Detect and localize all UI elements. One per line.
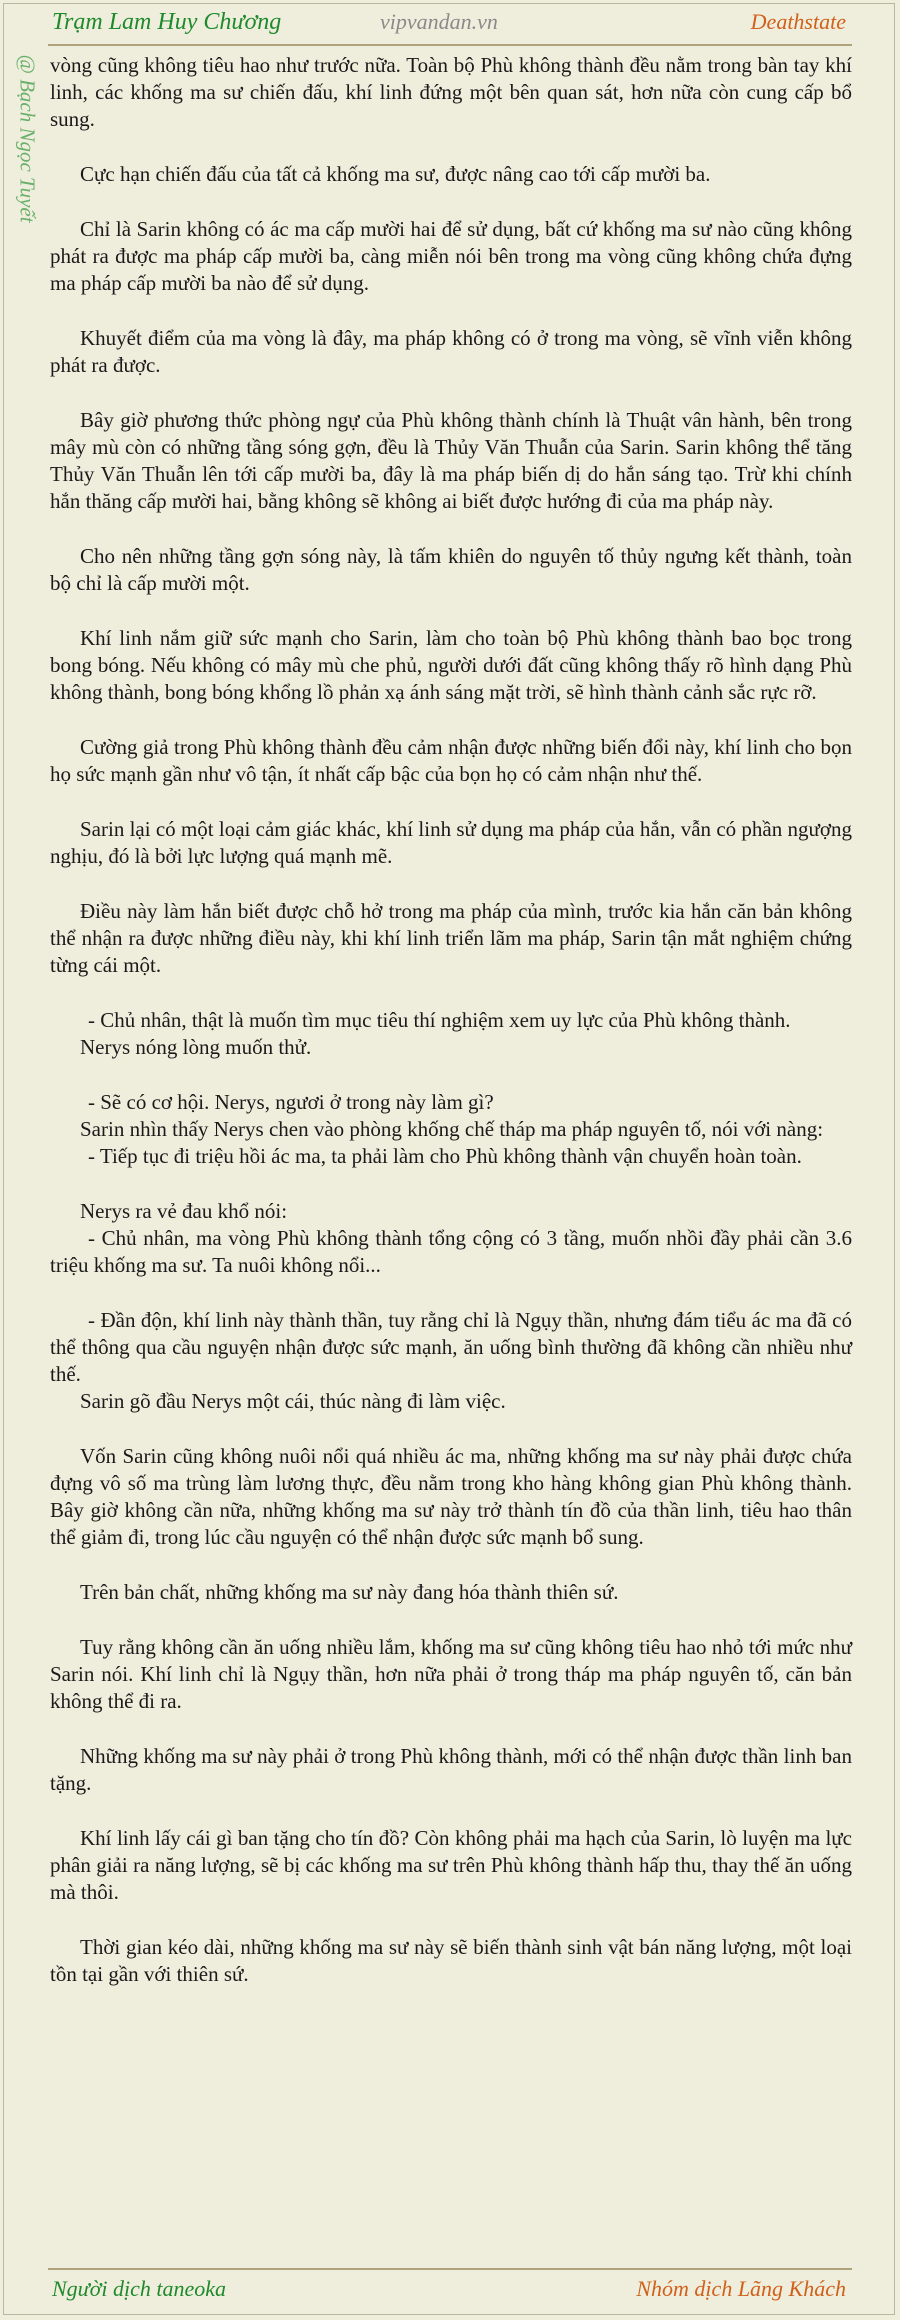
chapter-text [50,52,852,1988]
paragraph: Vốn Sarin cũng không nuôi nổi quá nhiều ác ma, những khống ma sư này phải được chứa đựng vô số ma trùng làm lương thực, đều nằm trong kho hàng không gian Phù không thành. Bây giờ không cần nữa, những khống ma sư này trở thành tín đồ của thần linh, tiêu hao thân thể giảm đi, trong lúc cầu nguyện có thể nhận được sức mạnh bổ sung. [50,1444,852,1549]
footer-group: Nhóm dịch Lãng Khách [636,2276,846,2301]
dialogue-line: - Chủ nhân, ma vòng Phù không thành tổng cộng có 3 tầng, muốn nhồi đầy phải cần 3.6 triệu khống ma sư. Ta nuôi không nổi... [50,1226,852,1277]
paragraph: Khí linh lấy cái gì ban tặng cho tín đồ? Còn không phải ma hạch của Sarin, lò luyện ma lực phân giải ra năng lượng, sẽ bị các khống ma sư trên Phù không thành hấp thu, thay thế ăn uống mà thôi. [50,1826,852,1904]
header-book-title: Deathstate [750,9,846,34]
paragraph: Sarin lại có một loại cảm giác khác, khí linh sử dụng ma pháp của hắn, vẫn có phần ngượng nghịu, đó là bởi lực lượng quá mạnh mẽ. [50,817,852,868]
side-watermark [12,52,40,262]
paragraph: Cho nên những tầng gợn sóng này, là tấm khiên do nguyên tố thủy ngưng kết thành, toàn bộ chỉ là cấp mười một. [50,544,852,595]
paragraph: vòng cũng không tiêu hao như trước nữa. Toàn bộ Phù không thành đều nằm trong bàn tay khí linh, các khống ma sư chiến đấu, khí linh đứng một bên quan sát, hơn nữa còn cung cấp bổ sung. [50,53,852,131]
paragraph: Những khống ma sư này phải ở trong Phù không thành, mới có thể nhận được thần linh ban tặng. [50,1744,852,1795]
footer-translator: Người dịch taneoka [52,2276,227,2301]
page-header [0,0,900,46]
dialogue-line: - Chủ nhân, thật là muốn tìm mục tiêu thí nghiệm xem uy lực của Phù không thành. [88,1008,791,1032]
paragraph: Cực hạn chiến đấu của tất cả khống ma sư, được nâng cao tới cấp mười ba. [80,162,711,186]
dialogue-line: - Tiếp tục đi triệu hồi ác ma, ta phải làm cho Phù không thành vận chuyển hoàn toàn. [88,1144,802,1168]
side-watermark-text: @ Bạch Ngọc Tuyết [15,54,40,223]
paragraph: Sarin gõ đầu Nerys một cái, thúc nàng đi làm việc. [80,1389,506,1413]
header-rule [48,44,852,46]
paragraph: Khuyết điểm của ma vòng là đây, ma pháp không có ở trong ma vòng, sẽ vĩnh viễn không phát ra được. [50,326,852,377]
header-site-name: Trạm Lam Huy Chương [52,9,282,35]
dialogue-line: - Sẽ có cơ hội. Nerys, ngươi ở trong này làm gì? [88,1090,494,1114]
paragraph: Khí linh nắm giữ sức mạnh cho Sarin, làm cho toàn bộ Phù không thành bao bọc trong bong bóng. Nếu không có mây mù che phủ, người dưới đất cũng không thấy rõ hình dạng Phù không thành, bong bóng khổng lồ phản xạ ánh sáng mặt trời, sẽ hình thành cảnh sắc rực rỡ. [50,626,852,704]
paragraph: Nerys ra vẻ đau khổ nói: [80,1199,288,1223]
dialogue-line: - Đần độn, khí linh này thành thần, tuy rằng chỉ là Ngụy thần, nhưng đám tiểu ác ma đã có thể thông qua cầu nguyện nhận được sức mạnh, ăn uống bình thường đã không cần nhiều như thế. [50,1308,852,1386]
footer-rule [48,2268,852,2270]
paragraph: Cường giả trong Phù không thành đều cảm nhận được những biến đổi này, khí linh cho bọn họ sức mạnh gần như vô tận, ít nhất cấp bậc của bọn họ có cảm nhận như thế. [50,735,852,786]
paragraph: Chỉ là Sarin không có ác ma cấp mười hai để sử dụng, bất cứ khống ma sư nào cũng không phát ra được ma pháp cấp mười ba, càng miễn nói bên trong ma vòng cũng không chứa đựng ma pháp cấp mười ba nào để sử dụng. [50,217,852,295]
paragraph: Điều này làm hắn biết được chỗ hở trong ma pháp của mình, trước kia hắn căn bản không thể nhận ra được những điều này, khi khí linh triển lãm ma pháp, Sarin tận mắt nghiệm chứng từng cái một. [50,899,852,977]
paragraph: Nerys nóng lòng muốn thử. [80,1035,312,1059]
paragraph: Trên bản chất, những khống ma sư này đang hóa thành thiên sứ. [80,1580,619,1604]
paragraph: Thời gian kéo dài, những khống ma sư này sẽ biến thành sinh vật bán năng lượng, một loại tồn tại gần với thiên sứ. [50,1935,852,1986]
header-url: vipvandan.vn [380,9,498,34]
paragraph: Tuy rằng không cần ăn uống nhiều lắm, khống ma sư cũng không tiêu hao nhỏ tới mức như Sarin nói. Khí linh chỉ là Ngụy thần, hơn nữa phải ở trong tháp ma pháp nguyên tố, căn bản không thể đi ra. [50,1635,852,1713]
paragraph: Sarin nhìn thấy Nerys chen vào phòng khống chế tháp ma pháp nguyên tố, nói với nàng: [80,1117,824,1141]
paragraph: Bây giờ phương thức phòng ngự của Phù không thành chính là Thuật vân hành, bên trong mây mù còn có những tầng sóng gợn, đều là Thủy Văn Thuẫn của Sarin. Sarin không thể tăng Thủy Văn Thuẫn lên tới cấp mười ba, đây là ma pháp biến dị do hắn sáng tạo. Trừ khi chính hắn thăng cấp mười hai, bằng không sẽ không ai biết được hướng đi của ma pháp này. [50,408,852,513]
